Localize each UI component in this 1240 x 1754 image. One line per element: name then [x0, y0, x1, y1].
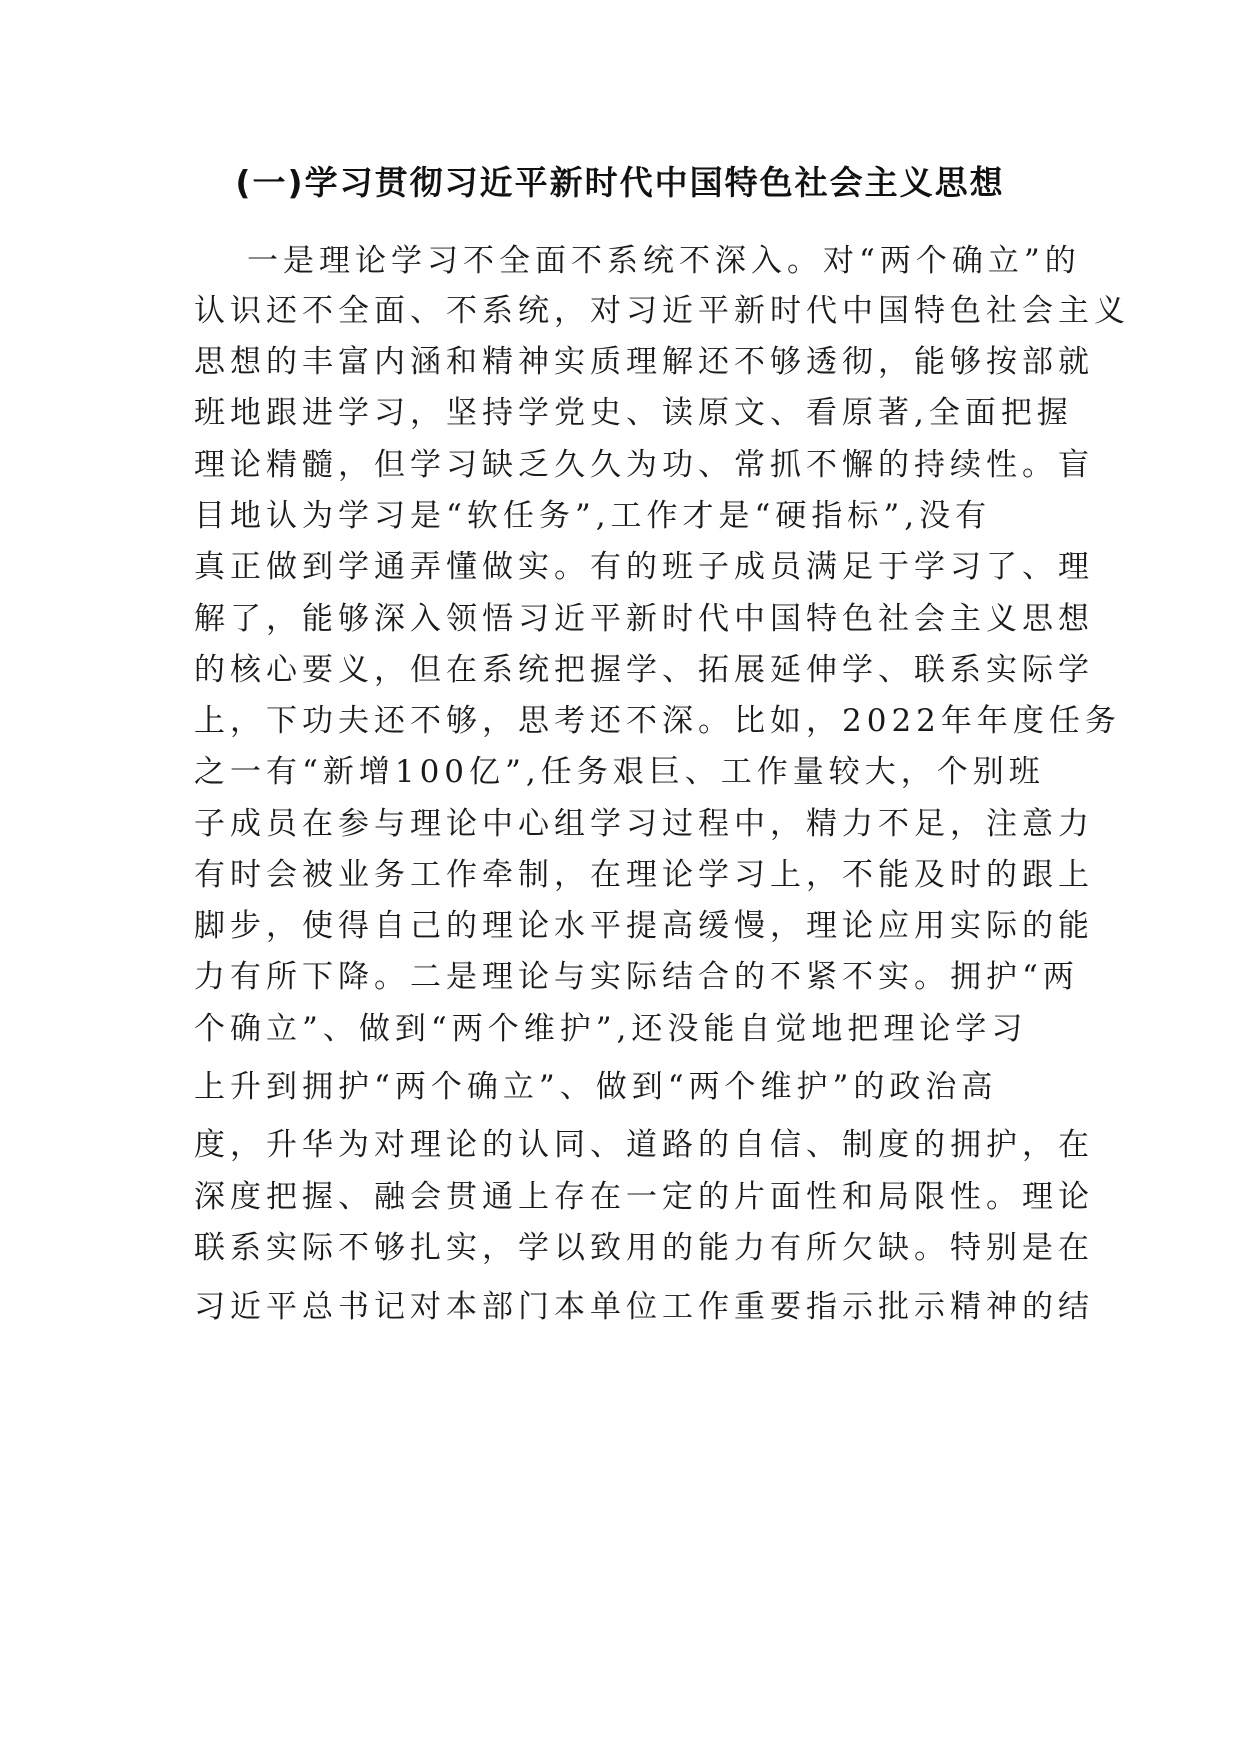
body-line: 力有所下降。二是理论与实际结合的不紧不实。拥护“两: [194, 959, 1079, 995]
body-line: 思想的丰富内涵和精神实质理解还不够透彻，能够按部就: [194, 344, 1094, 380]
body-line: 真正做到学通弄懂做实。有的班子成员满足于学习了、理: [194, 549, 1094, 585]
body-line: 有时会被业务工作牵制，在理论学习上，不能及时的跟上: [194, 857, 1094, 893]
body-line: 联系实际不够扎实，学以致用的能力有所欠缺。特别是在: [194, 1230, 1094, 1266]
body-line: 习近平总书记对本部门本单位工作重要指示批示精神的结: [194, 1289, 1094, 1325]
body-line: 目地认为学习是“软任务”,工作才是“硬指标”,没有: [194, 498, 992, 534]
body-line: 的核心要义，但在系统把握学、拓展延伸学、联系实际学: [194, 652, 1094, 688]
body-line: 脚步，使得自己的理论水平提高缓慢，理论应用实际的能: [194, 908, 1094, 944]
body-line: 上，下功夫还不够，思考还不深。比如，2022年年度任务: [194, 703, 1121, 739]
body-line: 之一有“新增100亿”,任务艰巨、工作量较大，个别班: [194, 754, 1045, 790]
body-line: 理论精髓，但学习缺乏久久为功、常抓不懈的持续性。盲: [194, 447, 1094, 483]
body-line: 度，升华为对理论的认同、道路的自信、制度的拥护，在: [194, 1127, 1094, 1163]
body-line: 上升到拥护“两个确立”、做到“两个维护”的政治高: [194, 1069, 998, 1105]
body-line: 一是理论学习不全面不系统不深入。对“两个确立”的: [247, 243, 1081, 279]
body-line: 子成员在参与理论中心组学习过程中，精力不足，注意力: [194, 806, 1094, 842]
body-line: 深度把握、融会贯通上存在一定的片面性和局限性。理论: [194, 1179, 1094, 1215]
body-line: 班地跟进学习，坚持学党史、读原文、看原著,全面把握: [194, 395, 1073, 431]
section-heading: (一)学习贯彻习近平新时代中国特色社会主义思想: [235, 163, 1005, 202]
body-line: 解了，能够深入领悟习近平新时代中国特色社会主义思想: [194, 601, 1094, 637]
body-line: 个确立”、做到“两个维护”,还没能自觉地把理论学习: [194, 1011, 1028, 1047]
body-line: 认识还不全面、不系统，对习近平新时代中国特色社会主义: [194, 293, 1130, 329]
